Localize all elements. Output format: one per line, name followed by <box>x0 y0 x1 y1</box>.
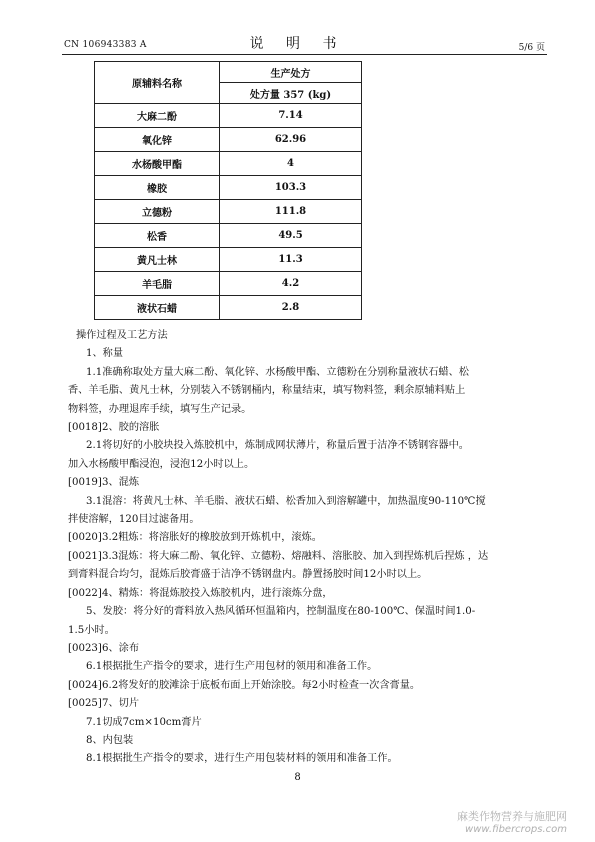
page-indicator: 5/6 页 <box>518 43 545 53</box>
material-name-cell: 橡胶 <box>95 176 220 200</box>
material-name-cell: 大麻二酚 <box>95 104 220 128</box>
paragraph-line <box>68 585 545 603</box>
amount-cell: 7.14 <box>220 104 362 128</box>
paragraph-text: 6.2将发好的胶滩涂于底板布面上开始涂胶。每2小时检查一次含膏量。 <box>102 679 421 691</box>
table-row <box>95 104 362 128</box>
paragraph-text: 拌使溶解，120目过滤备用。 <box>68 514 200 526</box>
table-row <box>95 152 362 176</box>
paragraph-text: 4、精炼：将混炼胶投入炼胶机内，进行滚炼分盘， <box>102 587 333 599</box>
paragraph-text: 3.2粗炼：将溶胀好的橡胶放到开炼机中，滚炼。 <box>102 532 322 544</box>
table-row <box>95 248 362 272</box>
page-number: 8 <box>294 772 301 783</box>
paragraph-line <box>68 695 545 713</box>
paragraph-text: 操作过程及工艺方法 <box>76 330 168 341</box>
amount-cell: 62.96 <box>220 128 362 152</box>
material-name-cell: 羊毛脂 <box>95 272 220 296</box>
header-divider <box>62 54 547 55</box>
col-header-material: 原辅料名称 <box>95 62 220 104</box>
material-name-cell: 液状石蜡 <box>95 296 220 320</box>
material-name-cell: 立德粉 <box>95 200 220 224</box>
paragraph-number: [0020] <box>68 532 102 544</box>
paragraph-text: 物料签，办理退库手续，填写生产记录。 <box>68 403 252 415</box>
paragraph-text: 8、内包装 <box>86 734 134 746</box>
paragraph-number: [0018] <box>68 422 102 434</box>
paragraph-line <box>68 364 545 382</box>
watermark-url: www.fibercrops.com <box>465 824 567 835</box>
paragraph-text: 7.1切成7cm×10cm膏片 <box>86 716 202 728</box>
paragraph-line <box>68 603 545 621</box>
paragraph-number: [0022] <box>68 587 102 599</box>
amount-cell: 103.3 <box>220 176 362 200</box>
material-name-cell: 松香 <box>95 224 220 248</box>
paragraph-line <box>68 714 545 732</box>
amount-cell: 49.5 <box>220 224 362 248</box>
table-row <box>95 128 362 152</box>
paragraph-text: 2.1将切好的小胶块投入炼胶机中，炼制成网状薄片，称量后置于洁净不锈钢容器中。 <box>86 440 469 452</box>
paragraph-line <box>68 677 545 695</box>
paragraph-line <box>68 732 545 750</box>
paragraph-line <box>68 622 545 640</box>
paragraph-text: 1.5小时。 <box>68 624 115 636</box>
amount-cell: 4 <box>220 152 362 176</box>
paragraph-line <box>68 474 545 492</box>
table-row <box>95 200 362 224</box>
paragraph-line <box>68 456 545 474</box>
paragraph-line <box>68 437 545 455</box>
paragraph-text: 3.3混炼：将大麻二酚、氧化锌、立德粉、熔融料、溶胀胶、加入到捏炼机后捏炼 ，达 <box>102 550 489 562</box>
body-text <box>68 327 545 769</box>
paragraph-line <box>68 327 545 345</box>
paragraph-text: 7、切片 <box>102 698 140 710</box>
paragraph-line <box>68 493 545 511</box>
paragraph-line <box>68 566 545 584</box>
paragraph-line <box>68 640 545 658</box>
paragraph-text: 1、称量 <box>86 348 124 360</box>
table-row <box>95 176 362 200</box>
material-name-cell: 黄凡士林 <box>95 248 220 272</box>
paragraph-text: 1.1准确称取处方量大麻二酚、氧化锌、水杨酸甲酯、立德粉在分别称量液状石蜡、松 <box>86 366 469 378</box>
amount-cell: 2.8 <box>220 296 362 320</box>
paragraph-text: 8.1根据批生产指令的要求，进行生产用包装材料的领用和准备工作。 <box>86 753 398 765</box>
col-header-prescription: 生产处方 <box>220 62 362 83</box>
paragraph-line <box>68 511 545 529</box>
paragraph-line <box>68 419 545 437</box>
paragraph-text: 6、涂布 <box>102 642 140 654</box>
paragraph-number: [0023] <box>68 642 102 654</box>
table-row <box>95 272 362 296</box>
paragraph-text: 2、胶的溶胀 <box>102 422 160 434</box>
formula-table <box>94 61 362 320</box>
amount-cell: 11.3 <box>220 248 362 272</box>
paragraph-line <box>68 382 545 400</box>
paragraph-number: [0024] <box>68 679 102 691</box>
amount-cell: 4.2 <box>220 272 362 296</box>
paragraph-text: 6.1根据批生产指令的要求，进行生产用包材的领用和准备工作。 <box>86 661 378 673</box>
paragraph-line <box>68 345 545 363</box>
col-subheader-amount: 处方量 357 (kg) <box>220 83 362 104</box>
paragraph-text: 香、羊毛脂、黄凡士林，分别装入不锈钢桶内，称量结束，填写物料签，剩余原辅料贴上 <box>68 385 466 397</box>
paragraph-line <box>68 548 545 566</box>
paragraph-number: [0021] <box>68 550 102 562</box>
paragraph-text: 3、混炼 <box>102 477 140 489</box>
paragraph-text: 加入水杨酸甲酯浸泡，浸泡12小时以上。 <box>68 458 255 470</box>
paragraph-text: 5、发胶：将分好的膏料放入热风循环恒温箱内，控制温度在80-100℃、保温时间1.0- <box>86 606 476 618</box>
patent-number: CN 106943383 A <box>64 40 147 50</box>
paragraph-line <box>68 529 545 547</box>
paragraph-text: 3.1混溶：将黄凡士林、羊毛脂、液状石蜡、松香加入到溶解罐中，加热温度90-110℃搅 <box>86 495 486 507</box>
paragraph-line <box>68 401 545 419</box>
paragraph-number: [0019] <box>68 477 102 489</box>
table-header-row <box>95 62 362 83</box>
paragraph-number: [0025] <box>68 698 102 710</box>
table-row <box>95 224 362 248</box>
table-row <box>95 296 362 320</box>
paragraph-line <box>68 750 545 768</box>
material-name-cell: 水杨酸甲酯 <box>95 152 220 176</box>
paragraph-text: 到膏料混合均匀，混炼后胶膏盛于洁净不锈钢盘内。静置扬胶时间12小时以上。 <box>68 569 428 581</box>
amount-cell: 111.8 <box>220 200 362 224</box>
material-name-cell: 氧化锌 <box>95 128 220 152</box>
paragraph-line <box>68 658 545 676</box>
watermark-text: 麻类作物营养与施肥网 <box>457 810 567 823</box>
document-title: 说 明 书 <box>249 36 346 52</box>
